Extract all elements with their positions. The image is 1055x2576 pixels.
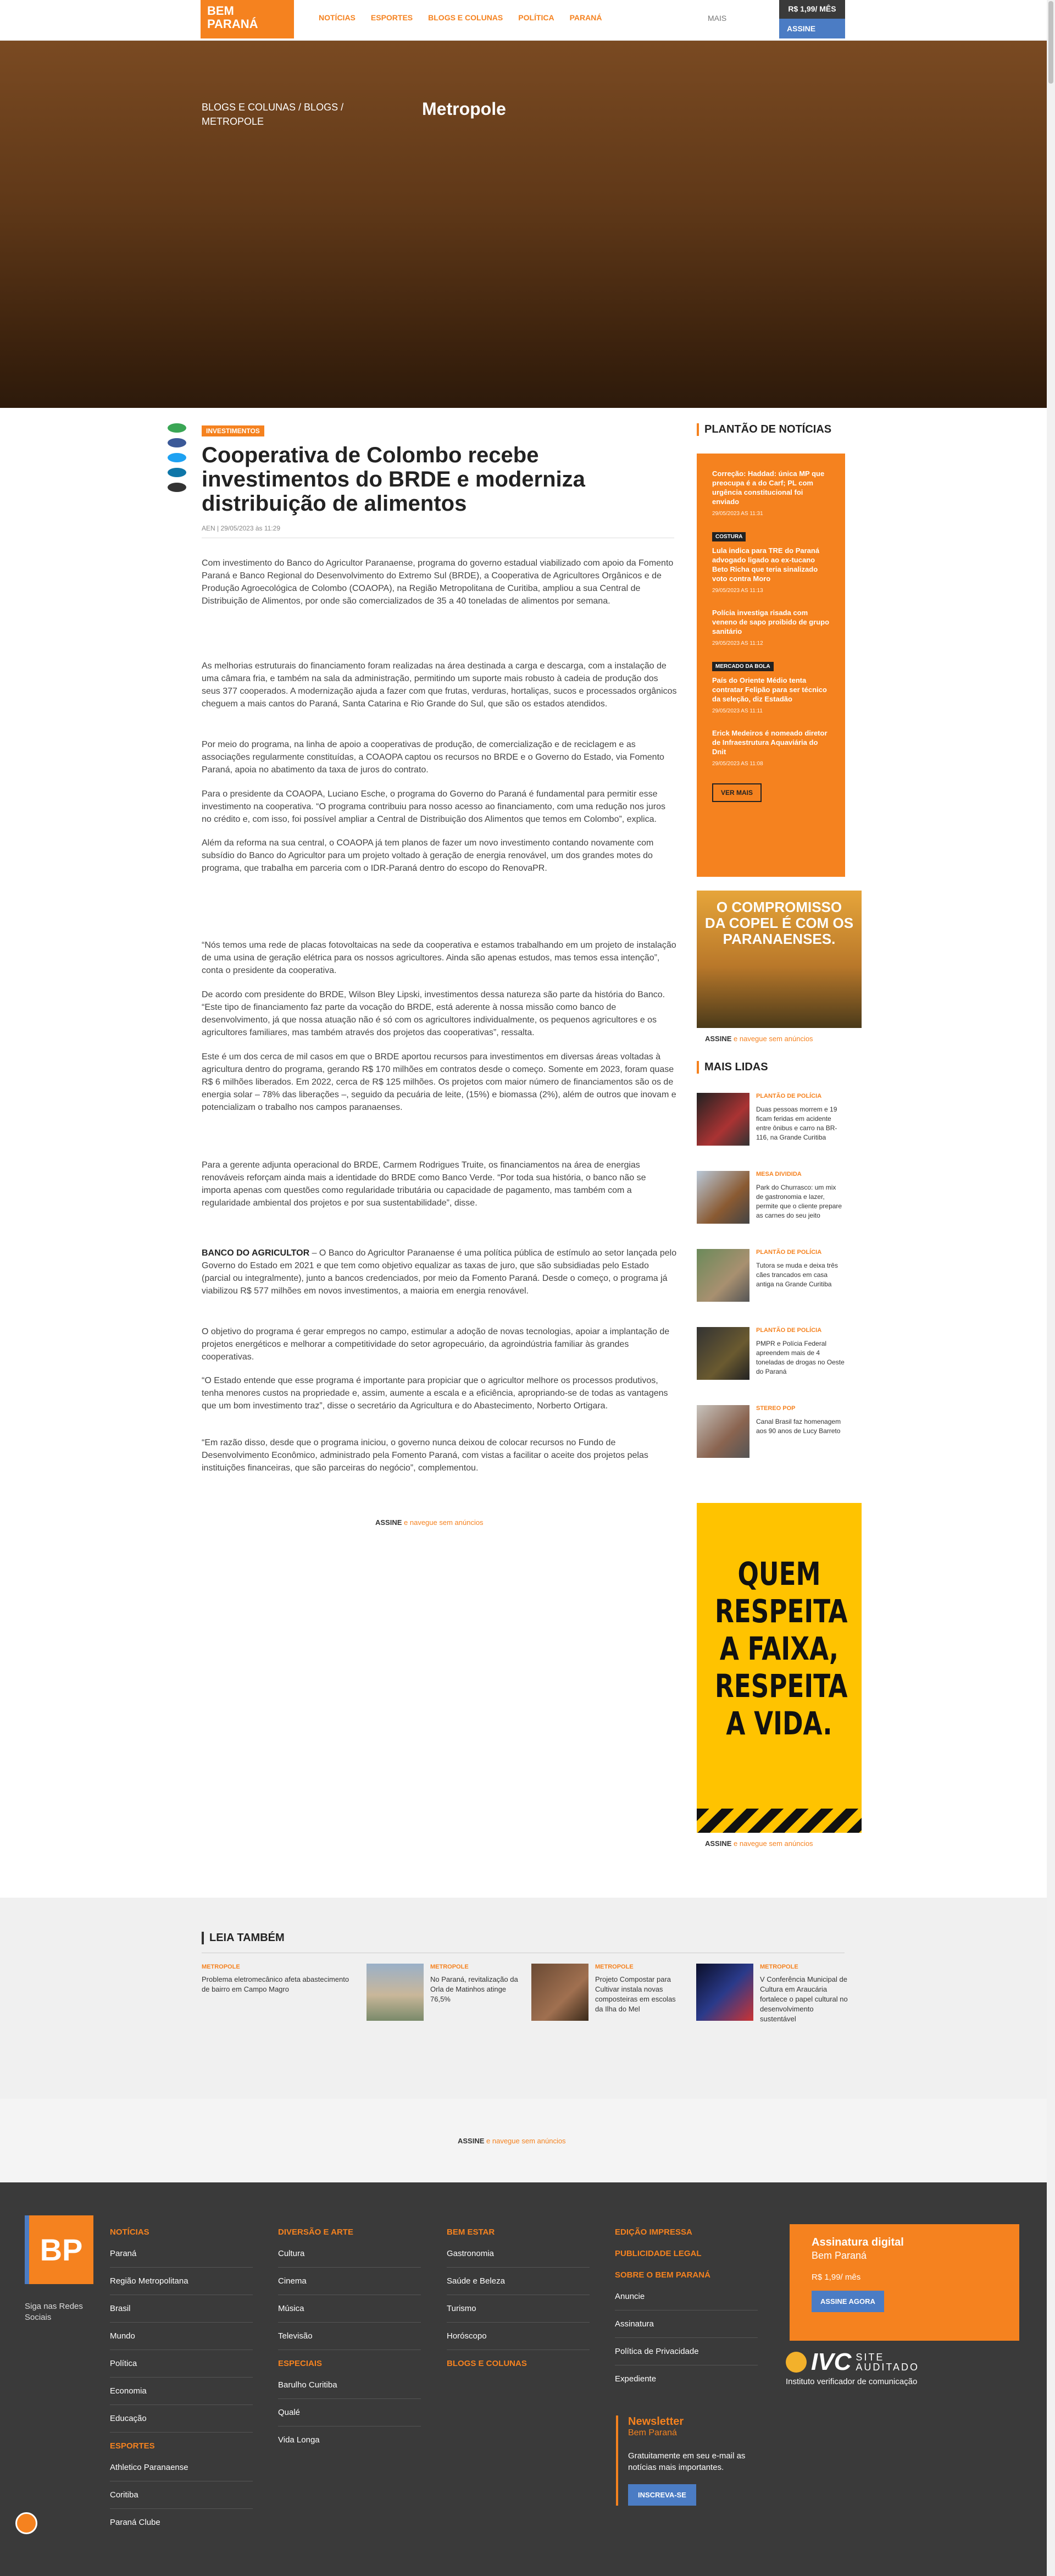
site-footer bbox=[0, 2182, 1047, 2576]
footer-logo[interactable]: BP bbox=[25, 2215, 93, 2284]
article-paragraph: As melhorias estruturais do financiamento foram realizadas na área destinada a carga e descarga, com a instalação de uma câmara fria, e também na sala da administração, permitindo um suporte mais robusto à cadeia de produção dos seus 377 cooperados. A modernização ajuda a fazer com que frutas, verduras, hortaliças, sucos e processados orgânicos cheguem a mais cantos do Paraná, Santa Catarina e Rio Grande do Sul, que são os estados atendidos. bbox=[202, 661, 677, 709]
footer-column: DIVERSÃO E ARTE Cultura Cinema Música Televisão ESPECIAIS Barulho Curitiba Qualé Vida Longa bbox=[278, 2227, 421, 2462]
paragraph-lead: BANCO DO AGRICULTOR bbox=[202, 1248, 310, 1258]
related-item[interactable]: METROPOLE V Conferência Municipal de Cultura em Araucária fortalece o papel cultural no desenvolvimento sustentável bbox=[696, 1964, 850, 2024]
nav-politica[interactable]: POLÍTICA bbox=[518, 13, 554, 22]
twitter-icon[interactable] bbox=[168, 453, 186, 462]
thumbnail bbox=[367, 1964, 424, 2021]
list-item[interactable]: PLANTÃO DE POLÍCIA PMPR e Polícia Federal apreendem mais de 4 toneladas de drogas no Oeste do Paraná bbox=[697, 1327, 845, 1387]
article-paragraph: “O Estado entende que esse programa é importante para propiciar que o agricultor melhore os processos produtivos, tenha menores custos na propriedade e, assim, aumente a escala e a eficiência, apropriando-se de todas as vantagens que um bom investimento traz”, disse o secretário da Agricultura e do Abastecimento, Norberto Ortigara. bbox=[202, 1376, 668, 1411]
article-paragraph: Além da reforma na sua central, o COAOPA já tem planos de fazer um novo investimento contando novamente com subsídio do Banco do Agricultor para um projeto voltado à geração de energia renovável, um dos grandes motes do programa, que trabalha em parceria com o IDR-Paraná dentro do escopo do RenovaPR. bbox=[202, 838, 654, 873]
hazard-stripes bbox=[697, 1809, 862, 1833]
category-badge[interactable]: INVESTIMENTOS bbox=[202, 425, 264, 436]
plantao-tag: MERCADO DA BOLA bbox=[712, 662, 774, 671]
list-item[interactable]: PLANTÃO DE POLÍCIA Tutora se muda e deixa três cães trancados em casa antiga na Grande Curitiba bbox=[697, 1249, 845, 1309]
article-byline: AEN | 29/05/2023 às 11:29 bbox=[202, 524, 280, 532]
nav-blogs[interactable]: BLOGS E COLUNAS bbox=[428, 13, 503, 22]
thumbnail bbox=[697, 1249, 749, 1302]
list-item[interactable]: PLANTÃO DE POLÍCIA Duas pessoas morrem e 19 ficam feridas em acidente entre ônibus e carro na BR-116, na Grande Curitiba bbox=[697, 1093, 845, 1153]
leia-tambem-heading: LEIA TAMBÉM bbox=[202, 1932, 285, 1944]
whatsapp-icon[interactable] bbox=[168, 423, 186, 433]
thumbnail bbox=[697, 1093, 749, 1146]
related-item[interactable]: METROPOLE Projeto Compostar para Cultivar instala novas composteiras em escolas da Ilha do Mel bbox=[531, 1964, 685, 2021]
article-paragraph: Por meio do programa, na linha de apoio a cooperativas de produção, de comercialização e de reciclagem e as associações regularmente constituídas, a COAOPA captou os recursos no BRDE e o Governo do Estado, via Fomento Paraná, apoia no abatimento da taxa de juros do contrato. bbox=[202, 740, 664, 775]
list-item[interactable]: MESA DIVIDIDA Park do Churrasco: um mix de gastronomia e lazer, permite que o cliente prepare as carnes do seu jeito bbox=[697, 1171, 845, 1231]
more-menu[interactable]: MAIS bbox=[708, 14, 727, 23]
ad-free-note[interactable]: ASSINE e navegue sem anúncios bbox=[375, 1518, 484, 1527]
article-title: Cooperativa de Colombo recebe investimentos do BRDE e moderniza distribuição de alimentos bbox=[202, 443, 585, 516]
footer-column: EDIÇÃO IMPRESSA PUBLICIDADE LEGAL SOBRE O BEM PARANÁ Anuncie Assinatura Política de Privacidade Expediente bbox=[615, 2227, 758, 2401]
article-paragraph: O objetivo do programa é gerar empregos no campo, estimular a adoção de novas tecnologias, apoiar a implantação de projetos energéticos e melhorar a competitividade do setor agropecuário, da agroindústria familiar às grandes cooperativas. bbox=[202, 1327, 670, 1362]
newsletter-signup-button[interactable]: INSCREVA-SE bbox=[628, 2484, 696, 2506]
ad-free-note[interactable]: ASSINE e navegue sem anúncios bbox=[705, 1035, 813, 1043]
mais-lidas-list bbox=[697, 1093, 845, 1483]
social-label: Siga nas Redes Sociais bbox=[25, 2302, 83, 2322]
subscribe-now-button[interactable]: ASSINE AGORA bbox=[812, 2291, 884, 2312]
related-item[interactable]: METROPOLE Problema eletromecânico afeta abastecimento de bairro em Campo Magro bbox=[202, 1964, 349, 1993]
article-paragraph: “Nós temos uma rede de placas fotovoltaicas na sede da cooperativa e estamos trabalhando em um projeto de instalação de uma usina de geração elétrica para os nossos agricultores. Ainda são apenas estudos, mas temos essa intenção”, conta o presidente da cooperativa. bbox=[202, 941, 676, 975]
thumbnail bbox=[531, 1964, 588, 2021]
scrollbar-thumb[interactable] bbox=[1048, 1, 1053, 84]
article-paragraph: Para o presidente da COAOPA, Luciano Esche, o programa do Governo do Paraná é fundamental para permitir esse investimento na cooperativa. “O programa contribuiu para nosso acesso ao financiamento, com uma redução nos juros no crédito e, com isso, foi possível ampliar a Central de Distribuição dos Alimentos que temos em Colombo”, explica. bbox=[202, 789, 666, 824]
article-paragraph: De acordo com presidente do BRDE, Wilson Bley Lipski, investimentos dessa natureza são parte da história do Banco. “Este tipo de financiamento faz parte da vocação do BRDE, está aderente à nossa missão como banco de desenvolvimento, já que nossa atuação não é só com os agricultores individualmente, os pequenos agricultores e os agricultores familiares, mas também através dos projetos das cooperativas”, ressalta. bbox=[202, 990, 665, 1037]
newsletter-box: Newsletter Bem Paraná Gratuitamente em seu e-mail as notícias mais importantes. INSCREVA-SE bbox=[616, 2415, 770, 2506]
nav-parana[interactable]: PARANÁ bbox=[569, 13, 602, 22]
plantao-item[interactable]: COSTURA Lula indica para TRE do Paraná advogado ligado ao ex-tucano Beto Richa que teria sinalizado voto contra Moro 29/05/2023 AS 11:13 bbox=[712, 531, 830, 594]
site-header bbox=[0, 0, 1047, 41]
plantao-item[interactable]: Erick Medeiros é nomeado diretor de Infraestrutura Aquaviária do Dnit 29/05/2023 AS 11:08 bbox=[712, 729, 828, 767]
ivc-badge: IVC SITE AUDITADO Instituto verificador de comunicação bbox=[786, 2348, 920, 2386]
article-paragraph: “Em razão disso, desde que o programa iniciou, o governo nunca deixou de colocar recursos no Fundo de Desenvolvimento Econômico, administrado pela Fomento Paraná, com vistas a facilitar o aceite dos projetos pelas instituições financeiras, que são parceiras do negócio”, complementou. bbox=[202, 1438, 648, 1473]
plantao-heading: PLANTÃO DE NOTÍCIAS bbox=[697, 423, 831, 436]
mais-lidas-heading: MAIS LIDAS bbox=[697, 1061, 768, 1074]
thumbnail bbox=[696, 1964, 753, 2021]
ad-free-note[interactable]: ASSINE e navegue sem anúncios bbox=[458, 2137, 566, 2145]
thumbnail bbox=[697, 1327, 749, 1380]
leia-tambem-section bbox=[0, 1898, 1047, 2099]
ad-copel[interactable]: O COMPROMISSO DA COPEL É COM OS PARANAENSES. bbox=[697, 891, 862, 1028]
breadcrumb[interactable]: BLOGS E COLUNAS / BLOGS / METROPOLE bbox=[202, 102, 344, 127]
sun-icon bbox=[786, 2352, 807, 2373]
plantao-item[interactable]: MERCADO DA BOLA País do Oriente Médio tenta contratar Felipão para ser técnico da seleção, diz Estadão 29/05/2023 AS 11:11 bbox=[712, 661, 830, 714]
article-paragraph: Este é um dos cerca de mil casos em que o BRDE aportou recursos para investimentos em diversas áreas voltadas à agricultura dentro do programa, gerando R$ 170 milhões em contratos desde o começo. Somente em 2023, foram quase R$ 6 milhões liberados. Em 2022, cerca de R$ 125 milhões. Os projetos com maior número de financiamentos são os de energia solar – 78% das liberações –, seguido da pecuária de leite, (15%) e biomassa (2%), além de outros que inovam e potencializam o trabalho nos campos paranaenses. bbox=[202, 1052, 676, 1112]
main-nav bbox=[319, 13, 602, 22]
subscribe-button[interactable]: ASSINE bbox=[779, 19, 845, 38]
plantao-item[interactable]: Correção: Haddad: única MP que preocupa é a do Carf; PL com urgência constitucional foi enviado 29/05/2023 AS 11:31 bbox=[712, 469, 825, 517]
hero-banner bbox=[0, 41, 1047, 408]
footer-column: NOTÍCIAS Paraná Região Metropolitana Brasil Mundo Política Economia Educação ESPORTES Athletico Paranaense Coritiba Paraná Clube bbox=[110, 2227, 253, 2545]
thumbnail bbox=[697, 1405, 749, 1458]
chat-icon[interactable] bbox=[15, 2512, 37, 2534]
page-scrollbar[interactable] bbox=[1047, 0, 1055, 2576]
subscription-box: Assinatura digital Bem Paraná R$ 1,99/ mês ASSINE AGORA bbox=[790, 2224, 1019, 2341]
price-badge: R$ 1,99/ MÊS bbox=[779, 0, 845, 19]
share-bar bbox=[168, 423, 186, 497]
email-icon[interactable] bbox=[168, 483, 186, 492]
nav-noticias[interactable]: NOTÍCIAS bbox=[319, 13, 356, 22]
article-paragraph bbox=[202, 1247, 678, 1297]
main-content bbox=[0, 408, 1047, 1898]
facebook-icon[interactable] bbox=[168, 438, 186, 447]
list-item[interactable]: STEREO POP Canal Brasil faz homenagem aos 90 anos de Lucy Barreto bbox=[697, 1405, 845, 1466]
ad-faixa[interactable]: QUEM RESPEITA A FAIXA, RESPEITA A VIDA. bbox=[697, 1503, 862, 1833]
footer-column: BEM ESTAR Gastronomia Saúde e Beleza Turismo Horóscopo BLOGS E COLUNAS bbox=[447, 2227, 590, 2380]
linkedin-icon[interactable] bbox=[168, 468, 186, 477]
ad-free-note[interactable]: ASSINE e navegue sem anúncios bbox=[705, 1839, 813, 1848]
nav-esportes[interactable]: ESPORTES bbox=[370, 13, 413, 22]
site-logo[interactable]: BEM PARANÁ bbox=[201, 0, 294, 38]
plantao-item[interactable]: Polícia investiga risada com veneno de sapo proibido de grupo sanitário 29/05/2023 AS 11:12 bbox=[712, 609, 830, 646]
paragraph-text: – O Banco do Agricultor Paranaense é uma política pública de estímulo ao setor lançada pelo Governo do Estado em 2021 e que tem como objetivo equalizar as taxas de juro, que são subsidiadas pelo Estado (parcial ou integralmente), junto a bancos credenciados, por meio da Fomento Paraná. Desde o começo, o programa já viabilizou R$ 577 milhões em novos investimentos, a maioria em energia renovável. bbox=[202, 1248, 677, 1296]
plantao-tag: COSTURA bbox=[712, 532, 746, 541]
related-item[interactable]: METROPOLE No Paraná, revitalização da Orla de Matinhos atinge 76,5% bbox=[367, 1964, 520, 2021]
see-more-button[interactable]: VER MAIS bbox=[712, 783, 762, 802]
plantao-box bbox=[697, 454, 845, 877]
section-title: Metropole bbox=[422, 99, 506, 119]
thumbnail bbox=[697, 1171, 749, 1224]
article-paragraph: Para a gerente adjunta operacional do BRDE, Carmem Rodrigues Truite, os financiamentos na área de energias renováveis reforçam ainda mais a identidade do BRDE como Banco Verde. “Por toda sua história, o banco não se importa apenas com questões como regularidade tributária ou capacidade de pagamento, mas também com a regularidade ambiental dos projetos e por sua sustentabilidade”, disse. bbox=[202, 1160, 646, 1208]
article-paragraph: Com investimento do Banco do Agricultor Paranaense, programa do governo estadual viabilizado com apoio da Fomento Paraná e Banco Regional do Desenvolvimento do Extremo Sul (BRDE), a Cooperativa de Agricultores Orgânicos e de Produção Agroecológica de Colombo (COAOPA), na Região Metropolitana de Curitiba, ampliou a sua Central de Distribuição de Alimentos, por onde são comercializados de 35 a 40 toneladas de alimentos por semana. bbox=[202, 559, 674, 606]
